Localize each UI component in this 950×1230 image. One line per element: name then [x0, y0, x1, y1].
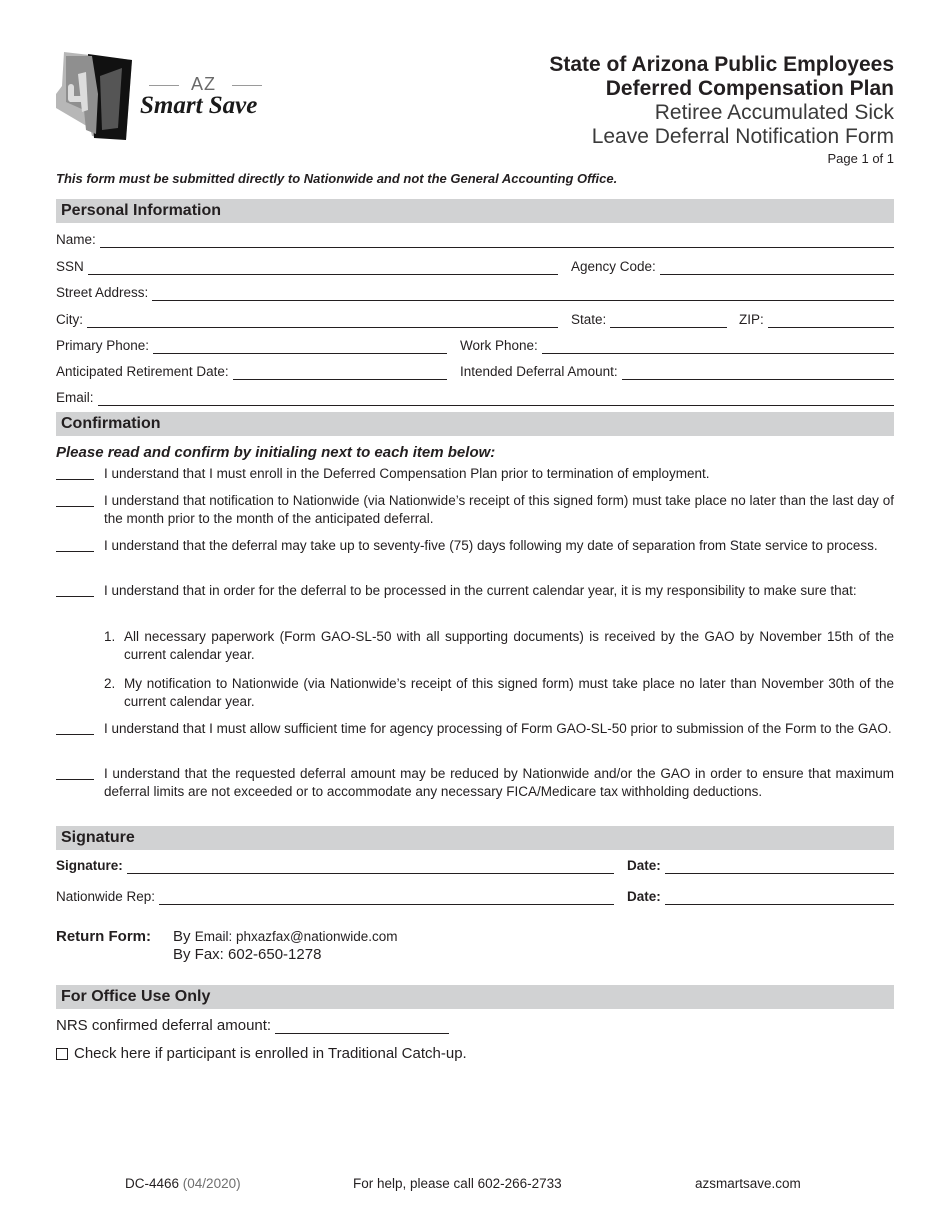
form-code-number: DC-4466 [125, 1176, 180, 1191]
primary-phone-label: Primary Phone: [56, 338, 150, 353]
catch-up-checkbox-label: Check here if participant is enrolled in Traditional Catch-up. [74, 1045, 467, 1062]
confirmation-item [56, 765, 894, 801]
retirement-date-label: Anticipated Retirement Date: [56, 364, 229, 379]
street-address-input-line[interactable] [152, 286, 894, 301]
state-field[interactable] [571, 310, 727, 328]
nrs-amount-label: NRS confirmed deferral amount: [56, 1017, 272, 1034]
sub-item-number: 2. [104, 676, 116, 691]
personal-info-header [56, 199, 894, 223]
az-smart-save-logo [56, 50, 286, 142]
email-field[interactable] [56, 388, 894, 406]
nrs-amount-field[interactable] [56, 1016, 449, 1034]
signature-field[interactable] [56, 856, 614, 874]
return-email-line [173, 928, 397, 945]
city-input-line[interactable] [87, 313, 558, 328]
catch-up-checkbox-row [56, 1045, 467, 1062]
form-title [549, 53, 894, 166]
confirmation-item [56, 492, 894, 528]
nationwide-rep-label: Nationwide Rep: [56, 889, 156, 904]
return-form-label: Return Form: [56, 928, 151, 945]
initial-blank[interactable] [56, 537, 94, 552]
confirmation-heading: Confirmation [61, 415, 161, 432]
logo-az-text: AZ [141, 74, 266, 95]
signature-heading: Signature [61, 829, 135, 846]
zip-label: ZIP: [739, 312, 764, 327]
form-page [56, 0, 894, 1230]
form-code-date: (04/2020) [182, 1176, 241, 1191]
office-use-header [56, 985, 894, 1009]
primary-phone-field[interactable] [56, 336, 447, 354]
confirmation-item [56, 582, 894, 600]
initial-blank[interactable] [56, 765, 94, 780]
zip-field[interactable] [739, 310, 894, 328]
confirmation-item-text: I understand that the requested deferral amount may be reduced by Nationwide and/or the GAO in order to ensure that maximum deferral limits are not exceeded or to accommodate any necessary FICA/Medicare tax withholding deductions. [104, 766, 894, 799]
confirmation-item-text: I understand that I must allow sufficient time for agency processing of Form GAO-SL-50 prior to submission of the Form to the GAO. [104, 721, 892, 736]
initial-blank[interactable] [56, 582, 94, 597]
sub-item [104, 628, 894, 664]
signature-header [56, 826, 894, 850]
initial-blank[interactable] [56, 465, 94, 480]
nationwide-rep-input-line[interactable] [159, 890, 614, 905]
confirmation-item [56, 720, 894, 738]
rep-date-label: Date: [627, 889, 661, 904]
sub-item-number: 1. [104, 629, 116, 644]
zip-input-line[interactable] [768, 313, 894, 328]
work-phone-label: Work Phone: [460, 338, 538, 353]
office-use-heading: For Office Use Only [61, 988, 211, 1005]
state-input-line[interactable] [610, 313, 727, 328]
confirmation-header [56, 412, 894, 436]
arizona-cactus-icon [56, 50, 136, 142]
rep-date-field[interactable] [627, 887, 894, 905]
signature-input-line[interactable] [127, 859, 614, 874]
page-count: Page 1 of 1 [827, 151, 894, 166]
agency-code-label: Agency Code: [571, 259, 656, 274]
ssn-input-line[interactable] [88, 260, 558, 275]
title-line-2: Deferred Compensation Plan [605, 77, 894, 100]
name-input-line[interactable] [100, 233, 894, 248]
personal-info-heading: Personal Information [61, 202, 222, 219]
website-link[interactable]: azsmartsave.com [695, 1176, 801, 1191]
city-label: City: [56, 312, 83, 327]
form-code [125, 1176, 241, 1191]
street-address-field[interactable] [56, 283, 894, 301]
agency-code-input-line[interactable] [660, 260, 894, 275]
submission-notice: This form must be submitted directly to Nationwide and not the General Accounting Office. [56, 171, 618, 186]
confirmation-item [56, 537, 894, 555]
name-field[interactable] [56, 230, 894, 248]
ssn-field[interactable] [56, 257, 558, 275]
return-fax: By Fax: 602-650-1278 [173, 946, 322, 963]
street-address-label: Street Address: [56, 285, 149, 300]
initial-blank[interactable] [56, 492, 94, 507]
state-label: State: [571, 312, 607, 327]
confirmation-item-text: I understand that the deferral may take up to seventy-five (75) days following my date of separation from State service to process. [104, 538, 878, 553]
confirmation-item [56, 465, 894, 483]
nrs-amount-input-line[interactable] [275, 1019, 449, 1034]
confirmation-item-text: I understand that in order for the deferral to be processed in the current calendar year, it is my responsibility to make sure that: [104, 583, 857, 598]
email-input-line[interactable] [98, 391, 894, 406]
agency-code-field[interactable] [571, 257, 894, 275]
signature-date-field[interactable] [627, 856, 894, 874]
catch-up-checkbox[interactable] [56, 1048, 68, 1060]
work-phone-input-line[interactable] [542, 339, 894, 354]
city-field[interactable] [56, 310, 558, 328]
deferral-amount-input-line[interactable] [622, 365, 894, 380]
name-label: Name: [56, 232, 96, 247]
work-phone-field[interactable] [460, 336, 894, 354]
signature-label: Signature: [56, 858, 123, 873]
ssn-label: SSN [56, 259, 84, 274]
logo-name-text: Smart Save [140, 92, 258, 119]
signature-date-label: Date: [627, 858, 661, 873]
sub-item-text: My notification to Nationwide (via Nationwide’s receipt of this signed form) must take place no later than November 30th of the current calendar year. [124, 676, 894, 709]
email-label: Email: [56, 390, 94, 405]
return-email[interactable]: Email: phxazfax@nationwide.com [194, 929, 398, 944]
retirement-date-field[interactable] [56, 362, 447, 380]
primary-phone-input-line[interactable] [153, 339, 447, 354]
confirmation-intro: Please read and confirm by initialing next to each item below: [56, 444, 496, 461]
sub-item-text: All necessary paperwork (Form GAO-SL-50 with all supporting documents) is received by the GAO by November 15th of the current calendar year. [124, 629, 894, 662]
sub-item [104, 675, 894, 711]
title-line-1: State of Arizona Public Employees [549, 53, 894, 76]
confirmation-item-text: I understand that notification to Nationwide (via Nationwide’s receipt of this signed form) must take place no later than the last day of the month prior to the month of the anticipated deferral. [104, 493, 894, 526]
nationwide-rep-field[interactable] [56, 887, 614, 905]
retirement-date-input-line[interactable] [233, 365, 447, 380]
title-line-3: Retiree Accumulated Sick [654, 101, 894, 124]
rep-date-input-line[interactable] [665, 890, 894, 905]
initial-blank[interactable] [56, 720, 94, 735]
deferral-amount-field[interactable] [460, 362, 894, 380]
help-phone: For help, please call 602-266-2733 [353, 1176, 562, 1191]
title-line-4: Leave Deferral Notification Form [591, 125, 894, 148]
signature-date-input-line[interactable] [665, 859, 894, 874]
return-by-text: By [173, 928, 191, 945]
deferral-amount-label: Intended Deferral Amount: [460, 364, 618, 379]
confirmation-item-text: I understand that I must enroll in the Deferred Compensation Plan prior to termination of employment. [104, 466, 710, 481]
